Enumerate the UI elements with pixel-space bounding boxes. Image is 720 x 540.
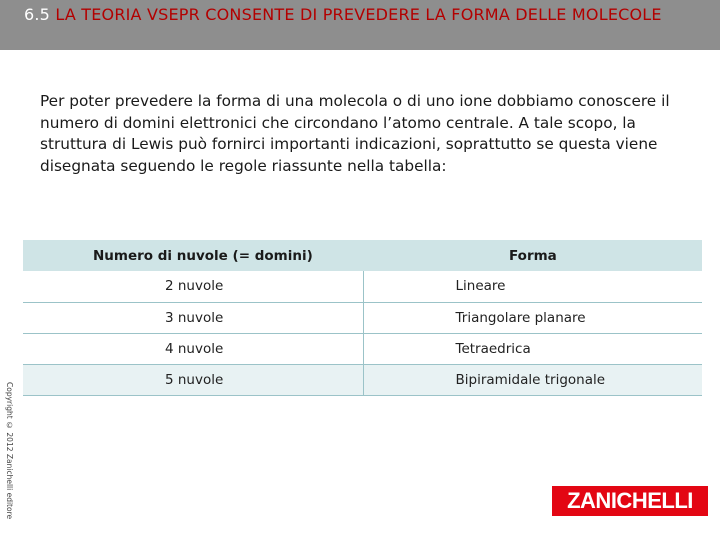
cell-domains: 2 nuvole — [23, 271, 363, 302]
table-row — [23, 333, 702, 364]
cell-domains: 5 nuvole — [23, 364, 363, 395]
domains-table — [23, 240, 702, 396]
table-row — [23, 271, 702, 302]
slide-title — [24, 5, 664, 25]
cell-shape: Bipiramidale trigonale — [363, 364, 702, 395]
cell-domains: 4 nuvole — [23, 333, 363, 364]
title-bar — [0, 0, 720, 50]
title-text: LA TEORIA VSEPR CONSENTE DI PREVEDERE LA FORMA DELLE MOLECOLE — [50, 5, 662, 24]
cell-shape: Tetraedrica — [363, 333, 702, 364]
header-shape: Forma — [363, 240, 702, 271]
header-domains: Numero di nuvole (= domini) — [23, 240, 363, 271]
table-header-row — [23, 240, 702, 271]
cell-shape: Triangolare planare — [363, 302, 702, 333]
title-number: 6.5 — [24, 5, 51, 24]
table-row — [23, 364, 702, 395]
cell-domains: 3 nuvole — [23, 302, 363, 333]
table-row — [23, 302, 702, 333]
copyright-notice: Copyright © 2012 Zanichelli editore — [5, 382, 14, 520]
cell-shape: Lineare — [363, 271, 702, 302]
zanichelli-logo: ZANICHELLI — [552, 486, 708, 516]
body-paragraph: Per poter prevedere la forma di una molecola o di uno ione dobbiamo conoscere il numero di domini elettronici che circondano l’atomo centrale. A tale scopo, la struttura di Lewis può fornirci importanti indicazioni, soprattutto se questa viene disegnata seguendo le regole riassunte nella tabella: — [40, 92, 670, 175]
